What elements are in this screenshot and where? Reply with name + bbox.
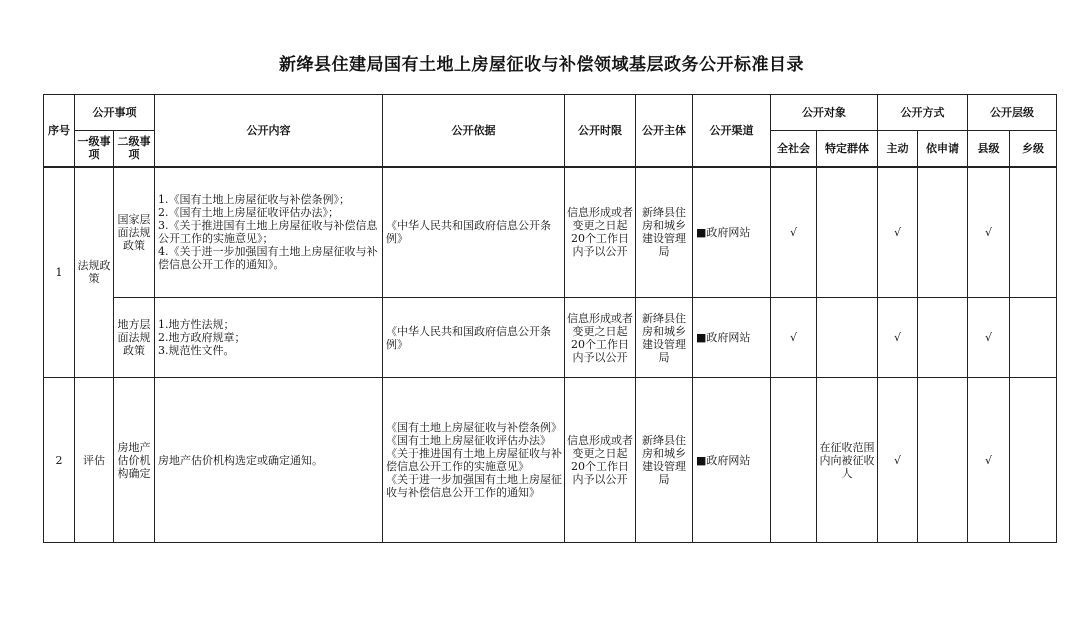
header-county: 县级 — [968, 131, 1010, 167]
row-apply — [918, 378, 968, 543]
content-line: 房地产估价机构选定或确定通知。 — [158, 453, 323, 467]
row-channel: ■政府网站 — [693, 378, 771, 543]
header-content: 公开内容 — [155, 95, 383, 167]
header-basis: 公开依据 — [383, 95, 565, 167]
row-level1: 评估 — [75, 378, 114, 543]
row-subject: 新绛县住房和城乡建设管理局 — [636, 167, 693, 298]
header-time: 公开时限 — [565, 95, 636, 167]
row-apply — [918, 298, 968, 378]
basis-line: 《中华人民共和国政府信息公开条例》 — [386, 219, 551, 246]
header-level2: 二级事项 — [114, 131, 155, 167]
row-time: 信息形成或者变更之日起20个工作日内予以公开 — [565, 167, 636, 298]
row-specific: 在征收范围内向被征收人 — [817, 378, 878, 543]
row-town — [1010, 167, 1057, 298]
header-channel: 公开渠道 — [693, 95, 771, 167]
row-level2: 房地产估价机构确定 — [114, 378, 155, 543]
row-channel: ■政府网站 — [693, 167, 771, 298]
header-row-1 — [44, 95, 1057, 131]
header-seq: 序号 — [44, 95, 75, 167]
header-tier: 公开层级 — [968, 95, 1057, 131]
row-content — [155, 298, 383, 378]
row-level1: 法规政策 — [75, 167, 114, 378]
basis-line: 《国有土地上房屋征收评估办法》 — [386, 434, 551, 447]
table-row — [44, 298, 1057, 378]
row-town — [1010, 298, 1057, 378]
header-method: 公开方式 — [878, 95, 968, 131]
row-active-check: √ — [878, 167, 918, 298]
header-specific: 特定群体 — [817, 131, 878, 167]
header-subject: 公开主体 — [636, 95, 693, 167]
content-line: 3.规范性文件。 — [158, 344, 235, 357]
basis-line: 《国有土地上房屋征收与补偿条例》 — [386, 421, 562, 434]
basis-line: 《中华人民共和国政府信息公开条例》 — [386, 324, 551, 351]
row-level2: 国家层面法规政策 — [114, 167, 155, 298]
row-specific — [817, 167, 878, 298]
row-town — [1010, 378, 1057, 543]
row-county-check: √ — [968, 298, 1010, 378]
basis-line: 《关于进一步加强国有土地上房屋征收与补偿信息公开工作的通知》 — [386, 473, 562, 499]
content-line: 1.《国有土地上房屋征收与补偿条例》； — [158, 193, 350, 207]
row-seq: 1 — [44, 167, 75, 378]
row-basis — [383, 378, 565, 543]
header-audience: 公开对象 — [771, 95, 878, 131]
table-row — [44, 167, 1057, 298]
header-society: 全社会 — [771, 131, 817, 167]
row-active-check: √ — [878, 298, 918, 378]
row-basis — [383, 167, 565, 298]
row-seq: 2 — [44, 378, 75, 543]
content-line: 4.《关于进一步加强国有土地上房屋征收与补偿信息公开工作的通知》。 — [158, 245, 378, 272]
content-line: 2.地方政府规章； — [158, 331, 246, 344]
row-society-check: √ — [771, 167, 817, 298]
header-level1: 一级事项 — [75, 131, 114, 167]
row-subject: 新绛县住房和城乡建设管理局 — [636, 298, 693, 378]
row-time: 信息形成或者变更之日起20个工作日内予以公开 — [565, 298, 636, 378]
row-society-check — [771, 378, 817, 543]
header-active: 主动 — [878, 131, 918, 167]
row-channel: ■政府网站 — [693, 298, 771, 378]
content-line: 2.《国有土地上房屋征收评估办法》； — [158, 206, 339, 220]
row-content — [155, 378, 383, 543]
row-specific — [817, 298, 878, 378]
row-active-check: √ — [878, 378, 918, 543]
row-subject: 新绛县住房和城乡建设管理局 — [636, 378, 693, 543]
row-society-check: √ — [771, 298, 817, 378]
header-items: 公开事项 — [75, 95, 155, 131]
table-row — [44, 378, 1057, 543]
header-town: 乡级 — [1010, 131, 1057, 167]
basis-line: 《关于推进国有土地上房屋征收与补偿信息公开工作的实施意见》 — [386, 447, 562, 473]
content-line: 3.《关于推进国有土地上房屋征收与补偿信息公开工作的实施意见》； — [158, 219, 378, 246]
row-level2: 地方层面法规政策 — [114, 298, 155, 378]
row-county-check: √ — [968, 378, 1010, 543]
row-time: 信息形成或者变更之日起20个工作日内予以公开 — [565, 378, 636, 543]
content-line: 1.地方性法规； — [158, 318, 235, 331]
row-content — [155, 167, 383, 298]
row-apply — [918, 167, 968, 298]
row-county-check: √ — [968, 167, 1010, 298]
page-title: 新绛县住建局国有土地上房屋征收与补偿领域基层政务公开标准目录 — [279, 55, 804, 75]
row-basis — [383, 298, 565, 378]
header-apply: 依申请 — [918, 131, 968, 167]
disclosure-catalog-table — [43, 94, 1057, 543]
